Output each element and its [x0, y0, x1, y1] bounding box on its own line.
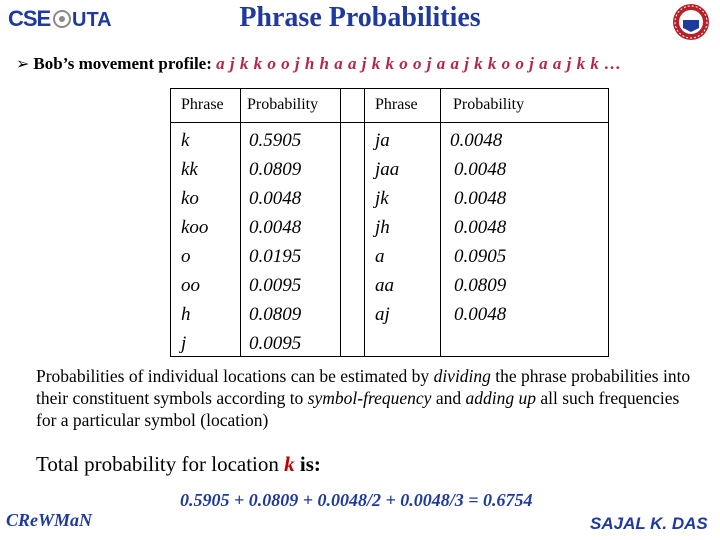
svg-text:UTA: UTA — [72, 9, 112, 31]
column-divider — [340, 89, 341, 356]
page-title: Phrase Probabilities — [239, 2, 481, 33]
paragraph-text: all such frequencies for a particular symbol (location) — [36, 388, 680, 430]
left-probability-column — [249, 126, 301, 358]
header-divider — [171, 122, 608, 123]
total-prefix: Total probability for location — [36, 452, 279, 476]
phrase-cell: aa — [375, 275, 394, 296]
probability-cell: 0.0048 — [454, 304, 507, 325]
column-divider — [440, 89, 441, 356]
phrase-cell: oo — [181, 275, 200, 296]
probability-cell: 0.0048 — [249, 217, 302, 238]
phrase-cell: jk — [375, 188, 389, 209]
explanation-paragraph — [36, 365, 696, 431]
phrase-cell: k — [181, 130, 190, 151]
phrase-cell: kk — [181, 159, 198, 180]
paragraph-emphasis: dividing — [433, 366, 491, 386]
right-probability-column — [450, 126, 506, 329]
header-probability-2: Probability — [453, 96, 525, 113]
left-phrase-column — [181, 126, 208, 358]
movement-sequence: a j k k o o j h h a a j k k o o j a a j k k o o j a a j k k … — [216, 54, 622, 73]
probability-cell: 0.0048 — [454, 188, 507, 209]
phrase-cell: jaa — [375, 159, 400, 180]
footer-lab-name: CReWMaN — [6, 510, 93, 530]
probability-cell: 0.0048 — [454, 217, 507, 238]
header-phrase-1: Phrase — [181, 96, 224, 113]
phrase-cell: j — [181, 333, 187, 354]
total-probability-line — [36, 452, 321, 477]
probability-cell: 0.0809 — [249, 159, 302, 180]
probability-cell: 0.0095 — [249, 275, 302, 296]
svg-text:CSE: CSE — [8, 6, 51, 31]
probability-cell: 0.0095 — [249, 333, 302, 354]
probability-cell: 0.0048 — [249, 188, 302, 209]
total-suffix: is: — [299, 452, 321, 476]
probability-cell: 0.0809 — [249, 304, 302, 325]
phrase-probability-table — [170, 88, 609, 357]
right-phrase-column — [375, 126, 399, 329]
paragraph-emphasis: symbol-frequency — [307, 388, 432, 408]
phrase-cell: ko — [181, 188, 199, 209]
column-divider — [240, 89, 241, 356]
phrase-cell: h — [181, 304, 191, 325]
probability-cell: 0.0809 — [454, 275, 507, 296]
column-divider — [364, 89, 365, 356]
paragraph-text: and — [431, 388, 466, 408]
probability-cell: 0.5905 — [249, 130, 302, 151]
movement-profile-label: Bob’s movement profile: — [33, 54, 212, 73]
probability-formula: 0.5905 + 0.0809 + 0.0048/2 + 0.0048/3 = 0.6754 — [180, 490, 533, 510]
probability-cell: 0.0195 — [249, 246, 302, 267]
header-phrase-2: Phrase — [375, 96, 418, 113]
paragraph-text: Probabilities of individual locations can be estimated by — [36, 366, 434, 386]
arrow-bullet-icon: ➢ — [16, 56, 30, 73]
phrase-cell: ja — [375, 130, 390, 151]
phrase-cell: o — [181, 246, 191, 267]
probability-cell: 0.0905 — [454, 246, 507, 267]
probability-cell: 0.0048 — [454, 159, 507, 180]
paragraph-text: the phrase probabilities into their constituent symbols according to — [36, 366, 691, 408]
location-symbol: k — [284, 452, 295, 476]
paragraph-emphasis: adding up — [465, 388, 536, 408]
phrase-cell: a — [375, 246, 385, 267]
phrase-cell: jh — [375, 217, 390, 238]
footer-author: SAJAL K. DAS — [590, 514, 708, 533]
phrase-cell: aj — [375, 304, 390, 325]
phrase-cell: koo — [181, 217, 209, 238]
movement-profile-line — [16, 54, 716, 74]
header-probability-1: Probability — [247, 96, 319, 113]
probability-cell: 0.0048 — [450, 130, 503, 151]
